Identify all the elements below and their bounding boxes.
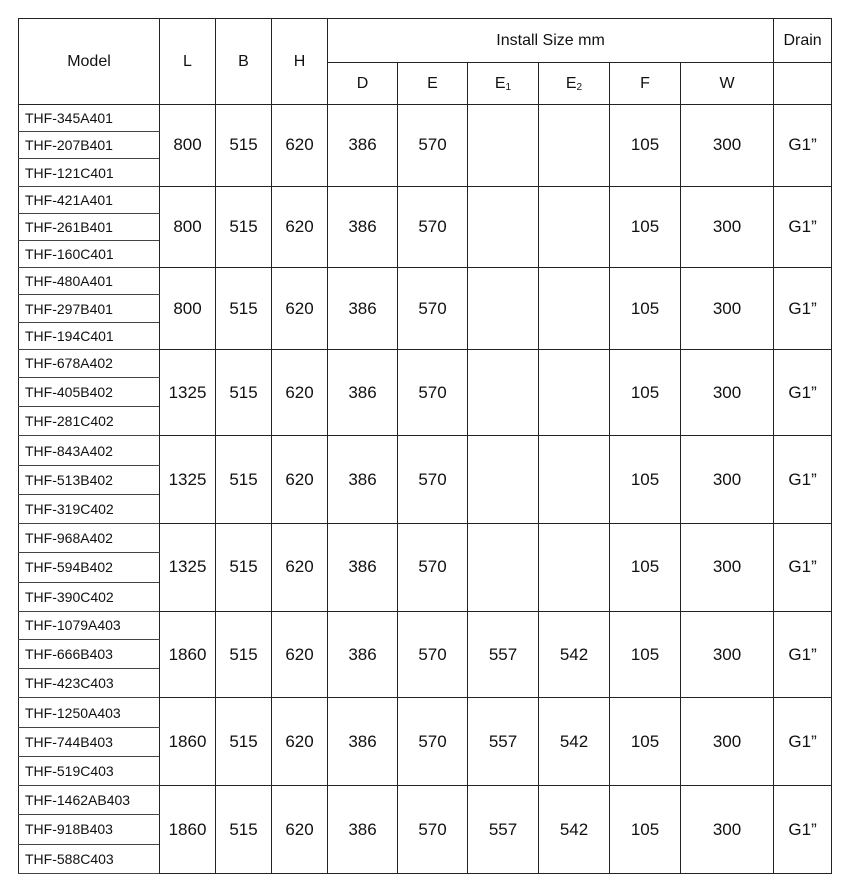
model-cell: THF-744B403 [19,727,160,756]
l-cell: 1325 [160,349,216,436]
b-cell: 515 [216,268,272,350]
e2-cell [539,349,610,436]
w-cell: 300 [681,786,774,874]
spec-table [18,18,832,874]
e2-cell: 542 [539,698,610,786]
b-cell: 515 [216,186,272,268]
e1-cell: 557 [468,786,539,874]
f-cell: 105 [610,524,681,612]
model-cell: THF-666B403 [19,640,160,669]
b-cell: 515 [216,105,272,187]
l-cell: 1325 [160,524,216,612]
drain-cell: G1” [774,349,832,436]
w-cell: 300 [681,698,774,786]
table-row [19,611,832,639]
d-cell: 386 [328,268,398,350]
d-cell: 386 [328,186,398,268]
e2-cell [539,524,610,612]
h-cell: 620 [272,349,328,436]
drain-cell: G1” [774,186,832,268]
e2-cell: 542 [539,611,610,698]
e-cell: 570 [398,786,468,874]
drain-cell: G1” [774,524,832,612]
f-cell: 105 [610,611,681,698]
d-cell: 386 [328,349,398,436]
model-cell: THF-390C402 [19,582,160,611]
model-cell: THF-281C402 [19,407,160,436]
f-cell: 105 [610,105,681,187]
header-e1-base: E [494,74,506,92]
header-drain: Drain [774,19,832,63]
e-cell: 570 [398,186,468,268]
h-cell: 620 [272,524,328,612]
drain-cell: G1” [774,105,832,187]
e-cell: 570 [398,698,468,786]
table-row [19,786,832,815]
w-cell: 300 [681,524,774,612]
e-cell: 570 [398,268,468,350]
header-install-size: Install Size mm [328,19,774,63]
l-cell: 800 [160,105,216,187]
b-cell: 515 [216,436,272,524]
l-cell: 1860 [160,698,216,786]
table-row [19,349,832,377]
w-cell: 300 [681,611,774,698]
d-cell: 386 [328,611,398,698]
drain-cell: G1” [774,698,832,786]
l-cell: 1860 [160,611,216,698]
l-cell: 1325 [160,436,216,524]
e-cell: 570 [398,105,468,187]
b-cell: 515 [216,349,272,436]
l-cell: 800 [160,268,216,350]
header-b: B [216,19,272,105]
model-cell: THF-513B402 [19,465,160,494]
h-cell: 620 [272,786,328,874]
header-e2 [539,63,610,105]
header-drain-sub [774,63,832,105]
f-cell: 105 [610,349,681,436]
model-cell: THF-519C403 [19,756,160,785]
e-cell: 570 [398,349,468,436]
w-cell: 300 [681,105,774,187]
table-row [19,436,832,465]
e2-cell [539,436,610,524]
b-cell: 515 [216,698,272,786]
d-cell: 386 [328,436,398,524]
e2-cell [539,268,610,350]
e1-cell [468,436,539,524]
model-cell: THF-121C401 [19,159,160,186]
e1-cell [468,105,539,187]
model-cell: THF-207B401 [19,132,160,159]
model-cell: THF-345A401 [19,105,160,132]
e2-cell: 542 [539,786,610,874]
e1-cell [468,524,539,612]
h-cell: 620 [272,698,328,786]
model-cell: THF-480A401 [19,268,160,295]
model-cell: THF-160C401 [19,241,160,268]
header-w: W [681,63,774,105]
d-cell: 386 [328,786,398,874]
w-cell: 300 [681,268,774,350]
d-cell: 386 [328,524,398,612]
model-cell: THF-194C401 [19,322,160,349]
d-cell: 386 [328,105,398,187]
model-cell: THF-968A402 [19,524,160,553]
header-h: H [272,19,328,105]
e1-cell: 557 [468,698,539,786]
model-cell: THF-594B402 [19,553,160,582]
w-cell: 300 [681,349,774,436]
drain-cell: G1” [774,611,832,698]
e-cell: 570 [398,436,468,524]
model-cell: THF-421A401 [19,186,160,213]
header-e2-sub: 2 [576,81,583,93]
model-cell: THF-423C403 [19,669,160,698]
h-cell: 620 [272,436,328,524]
model-cell: THF-588C403 [19,844,160,873]
header-l: L [160,19,216,105]
table-body [19,105,832,874]
f-cell: 105 [610,186,681,268]
model-cell: THF-261B401 [19,213,160,240]
e1-cell [468,186,539,268]
l-cell: 800 [160,186,216,268]
h-cell: 620 [272,105,328,187]
f-cell: 105 [610,268,681,350]
e-cell: 570 [398,611,468,698]
drain-cell: G1” [774,268,832,350]
f-cell: 105 [610,698,681,786]
b-cell: 515 [216,611,272,698]
model-cell: THF-1462AB403 [19,786,160,815]
e2-cell [539,186,610,268]
h-cell: 620 [272,268,328,350]
header-f: F [610,63,681,105]
table-row [19,524,832,553]
e1-cell [468,349,539,436]
l-cell: 1860 [160,786,216,874]
b-cell: 515 [216,524,272,612]
model-cell: THF-678A402 [19,349,160,377]
header-e1 [468,63,539,105]
d-cell: 386 [328,698,398,786]
model-cell: THF-918B403 [19,815,160,844]
model-cell: THF-843A402 [19,436,160,465]
b-cell: 515 [216,786,272,874]
header-e2-base: E [565,74,577,92]
f-cell: 105 [610,786,681,874]
model-cell: THF-1079A403 [19,611,160,639]
table-row [19,186,832,213]
model-cell: THF-319C402 [19,494,160,523]
e2-cell [539,105,610,187]
model-cell: THF-405B402 [19,378,160,407]
w-cell: 300 [681,186,774,268]
model-cell: THF-1250A403 [19,698,160,727]
drain-cell: G1” [774,786,832,874]
h-cell: 620 [272,186,328,268]
header-e1-sub: 1 [505,81,512,93]
w-cell: 300 [681,436,774,524]
model-cell: THF-297B401 [19,295,160,322]
header-d: D [328,63,398,105]
e1-cell: 557 [468,611,539,698]
e-cell: 570 [398,524,468,612]
f-cell: 105 [610,436,681,524]
table-row [19,268,832,295]
header-model: Model [19,19,160,105]
table-row [19,105,832,132]
drain-cell: G1” [774,436,832,524]
header-e: E [398,63,468,105]
table-row [19,698,832,727]
header-row-1 [19,19,832,63]
h-cell: 620 [272,611,328,698]
e1-cell [468,268,539,350]
